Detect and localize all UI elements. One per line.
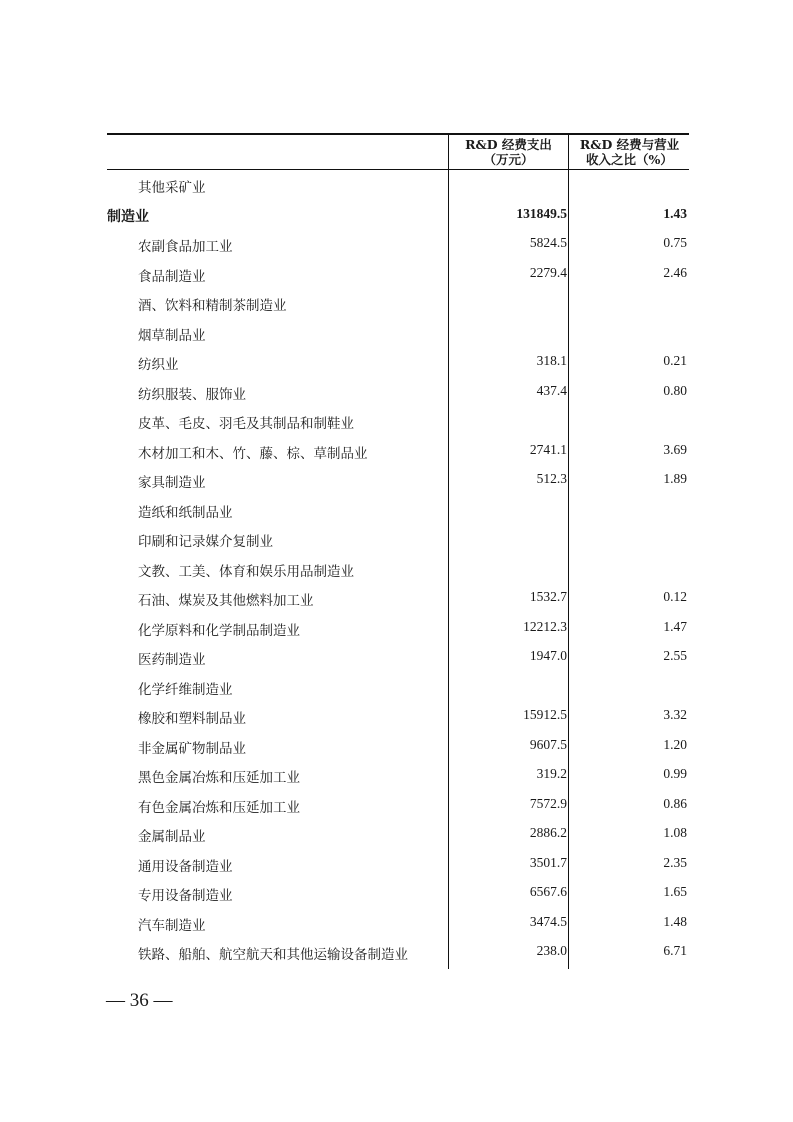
row-label: 化学原料和化学制品制造业 xyxy=(138,622,300,639)
rd-ratio-value: 0.86 xyxy=(663,795,687,811)
table-row xyxy=(107,762,689,792)
rd-ratio-value: 1.47 xyxy=(663,618,687,634)
rd-ratio-value: 1.43 xyxy=(663,205,687,221)
header-rd-expenditure xyxy=(450,137,567,167)
header-rd-ratio-line2: 收入之比（%） xyxy=(586,152,673,167)
rd-ratio-value: 3.32 xyxy=(663,707,687,722)
page-number: — 36 — xyxy=(106,990,173,1011)
table-row xyxy=(107,939,689,969)
row-label: 文教、工美、体育和娱乐用品制造业 xyxy=(138,563,354,580)
table-row xyxy=(107,467,689,497)
rd-expenditure-value: 15912.5 xyxy=(523,707,567,722)
rd-expenditure-value: 131849.5 xyxy=(516,205,567,221)
row-label: 造纸和纸制品业 xyxy=(138,504,233,521)
row-label: 制造业 xyxy=(107,208,149,225)
rd-expenditure-value: 319.2 xyxy=(536,766,567,781)
rd-expenditure-value: 2741.1 xyxy=(529,441,567,457)
rd-expenditure-value: 7572.9 xyxy=(529,795,567,811)
row-label: 食品制造业 xyxy=(138,268,206,285)
rd-expenditure-value: 3501.7 xyxy=(529,854,567,870)
rd-ratio-value: 1.48 xyxy=(663,913,687,929)
table-row xyxy=(107,615,689,645)
row-label: 农副食品加工业 xyxy=(138,239,233,255)
row-label: 医药制造业 xyxy=(138,652,206,668)
row-label: 皮革、毛皮、羽毛及其制品和制鞋业 xyxy=(138,416,354,432)
table-row xyxy=(107,408,689,438)
table-row xyxy=(107,497,689,527)
row-label: 纺织业 xyxy=(138,357,179,373)
row-label: 有色金属冶炼和压延加工业 xyxy=(138,799,300,816)
table-body xyxy=(107,172,689,969)
row-label: 烟草制品业 xyxy=(138,327,206,344)
table-row xyxy=(107,438,689,468)
rd-expenditure-value: 512.3 xyxy=(536,471,567,486)
rd-ratio-value: 6.71 xyxy=(663,943,687,958)
rd-ratio-value: 1.65 xyxy=(663,884,687,899)
rd-expenditure-value: 1947.0 xyxy=(529,648,567,663)
row-label: 其他采矿业 xyxy=(138,180,206,196)
rd-ratio-value: 2.46 xyxy=(663,264,687,280)
rd-ratio-value: 2.55 xyxy=(663,648,687,663)
table-row xyxy=(107,349,689,379)
table-row xyxy=(107,880,689,910)
row-label: 非金属矿物制品业 xyxy=(138,740,246,757)
rd-expenditure-value: 6567.6 xyxy=(529,884,567,899)
rd-ratio-value: 2.35 xyxy=(663,854,687,870)
row-label: 化学纤维制造业 xyxy=(138,681,233,698)
rd-expenditure-value: 12212.3 xyxy=(523,618,567,634)
row-label: 印刷和记录媒介复制业 xyxy=(138,534,273,550)
rd-expenditure-value: 9607.5 xyxy=(529,736,567,752)
table-row xyxy=(107,290,689,320)
rd-ratio-value: 0.75 xyxy=(663,235,687,250)
rd-ratio-value: 1.89 xyxy=(663,471,687,486)
table-row xyxy=(107,821,689,851)
table-row xyxy=(107,231,689,261)
row-label: 酒、饮料和精制茶制造业 xyxy=(138,298,287,314)
table-row xyxy=(107,320,689,350)
rd-expenditure-value: 2886.2 xyxy=(529,825,567,840)
table-row xyxy=(107,585,689,615)
row-label: 纺织服装、服饰业 xyxy=(138,386,246,403)
rd-expenditure-value: 1532.7 xyxy=(529,589,567,604)
table-row xyxy=(107,526,689,556)
table-row xyxy=(107,644,689,674)
row-label: 石油、煤炭及其他燃料加工业 xyxy=(138,593,314,609)
row-label: 橡胶和塑料制品业 xyxy=(138,711,246,727)
table-row xyxy=(107,733,689,763)
rd-expenditure-value: 318.1 xyxy=(536,353,567,368)
rd-expenditure-value: 3474.5 xyxy=(529,913,567,929)
rd-ratio-value: 0.21 xyxy=(663,353,687,368)
row-label: 汽车制造业 xyxy=(138,917,206,934)
row-label: 黑色金属冶炼和压延加工业 xyxy=(138,770,300,786)
table-row xyxy=(107,703,689,733)
table-row xyxy=(107,172,689,202)
table-row xyxy=(107,202,689,232)
table-row xyxy=(107,792,689,822)
table-row xyxy=(107,910,689,940)
rd-expenditure-value: 238.0 xyxy=(536,943,567,958)
header-rd-ratio xyxy=(570,137,689,167)
rd-ratio-value: 0.12 xyxy=(663,589,687,604)
rd-expenditure-value: 5824.5 xyxy=(529,235,567,250)
header-rd-ratio-line1: R&D 经费与营业 xyxy=(579,137,680,152)
table-row xyxy=(107,851,689,881)
header-bottom-rule xyxy=(107,169,689,170)
rd-expenditure-value: 2279.4 xyxy=(529,264,567,280)
header-rd-expenditure-line1: R&D 经费支出 xyxy=(465,137,552,152)
row-label: 木材加工和木、竹、藤、棕、草制品业 xyxy=(138,445,368,462)
rd-expenditure-value: 437.4 xyxy=(536,382,567,398)
rd-ratio-value: 0.80 xyxy=(663,382,687,398)
rd-ratio-value: 1.20 xyxy=(663,736,687,752)
row-label: 通用设备制造业 xyxy=(138,858,233,875)
table-top-rule xyxy=(107,133,689,135)
row-label: 家具制造业 xyxy=(138,475,206,491)
header-rd-expenditure-unit: （万元） xyxy=(483,152,534,167)
rd-ratio-value: 3.69 xyxy=(663,441,687,457)
row-label: 专用设备制造业 xyxy=(138,888,233,904)
row-label: 金属制品业 xyxy=(138,829,206,845)
table-row xyxy=(107,556,689,586)
row-label: 铁路、船舶、航空航天和其他运输设备制造业 xyxy=(138,947,408,963)
rd-ratio-value: 1.08 xyxy=(663,825,687,840)
table-row xyxy=(107,674,689,704)
rd-ratio-value: 0.99 xyxy=(663,766,687,781)
table-row xyxy=(107,261,689,291)
table-row xyxy=(107,379,689,409)
